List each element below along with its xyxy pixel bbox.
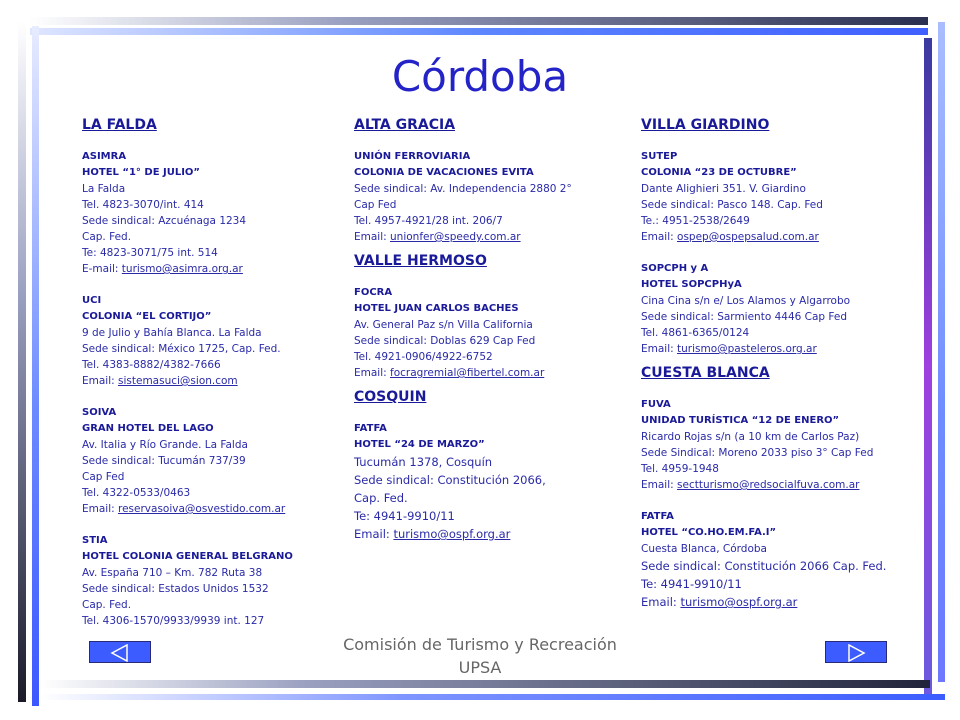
listing-sutep [641,149,901,245]
email-link[interactable]: ospep@ospepsalud.com.ar [677,231,819,243]
address: Sede sindical: México 1725, Cap. Fed. [82,343,281,355]
city: Cap Fed [82,471,125,483]
location: 9 de Julio y Bahía Blanca. La Falda [82,327,262,339]
listing-fatfa-cuesta-blanca [641,509,901,611]
city: Cap. Fed. [82,599,132,611]
hotel-name: COLONIA “EL CORTIJO” [82,311,212,322]
email-line [82,373,332,389]
phone: Tel. 4322-0533/0463 [82,487,191,499]
decorative-bar-bottom [40,680,930,688]
phone: Tel. 4959-1948 [641,463,719,475]
phone: Te.: 4951-2538/2649 [641,215,750,227]
phone: Te: 4941-9910/11 [354,509,455,523]
email-line [641,341,901,357]
previous-slide-button[interactable] [89,641,151,663]
address: Sede sindical: Doblas 629 Cap Fed [354,335,536,347]
email-label: Email: [82,503,119,515]
email-link[interactable]: turismo@ospf.org.ar [393,527,511,541]
email-line [354,229,614,245]
listing-fuva [641,397,901,493]
next-slide-button[interactable] [825,641,887,663]
location: Av. General Paz s/n Villa California [354,319,533,331]
email-label: E-mail: [82,263,122,275]
org-name: SOIVA [82,407,117,418]
phone: Tel. 4383-8882/4382-7666 [82,359,221,371]
email-line [82,261,332,277]
phone: Tel. 4306-1570/9933/9939 int. 127 [82,615,265,627]
hotel-name: COLONIA “23 DE OCTUBRE” [641,167,797,178]
footer-text [300,633,660,679]
city: Cap Fed [354,199,397,211]
hotel-name: HOTEL SOPCPHyA [641,279,742,290]
phone: Te: 4941-9910/11 [641,577,742,591]
email-link[interactable]: sectturismo@redsocialfuva.com.ar [677,479,860,491]
address: Sede sindical: Azcuénaga 1234 [82,215,247,227]
column-la-falda [82,117,332,629]
hotel-name: HOTEL “CO.HO.EM.FA.I” [641,527,777,538]
email-label: Email: [354,527,394,541]
listing-sopcphya [641,261,901,357]
address: Sede sindical: Sarmiento 4446 Cap Fed [641,311,848,323]
phone: Tel. 4861-6365/0124 [641,327,750,339]
email-line [641,593,901,611]
email-label: Email: [354,231,391,243]
email-label: Email: [641,479,678,491]
decorative-bar-bottom-blue [40,694,945,700]
email-label: Email: [641,595,681,609]
email-link[interactable]: turismo@asimra.org.ar [121,263,243,275]
location: Av. España 710 – Km. 782 Ruta 38 [82,567,263,579]
email-label: Email: [641,231,678,243]
left-triangle-icon [109,644,131,662]
hotel-name: COLONIA DE VACACIONES EVITA [354,167,534,178]
decorative-bar-top [30,17,928,25]
location: Av. Italia y Río Grande. La Falda [82,439,248,451]
org-name: FUVA [641,399,671,410]
column-villa-giardino [641,117,901,611]
org-name: STIA [82,535,108,546]
hotel-name: HOTEL JUAN CARLOS BACHES [354,303,519,314]
listing-union-ferroviaria [354,149,614,245]
footer-line-2: UPSA [458,658,502,677]
section-heading-cuesta-blanca: CUESTA BLANCA [641,365,770,381]
email-line [641,229,901,245]
org-name: FATFA [641,511,674,522]
decorative-bar-left-blue [32,26,39,706]
org-name: FATFA [354,423,387,434]
address: Sede Sindical: Moreno 2033 piso 3° Cap Fed [641,447,874,459]
listing-uci [82,293,332,389]
phone: Tel. 4823-3070/int. 414 [82,199,204,211]
listing-fatfa-cosquin [354,421,614,543]
city: Cap. Fed. [354,491,408,505]
listing-stia [82,533,332,629]
email-link[interactable]: sistemasuci@sion.com [118,375,238,387]
listing-asimra [82,149,332,277]
email-link[interactable]: turismo@ospf.org.ar [680,595,798,609]
email-link[interactable]: unionfer@speedy.com.ar [390,231,521,243]
location: Tucumán 1378, Cosquín [354,455,493,469]
org-name: FOCRA [354,287,393,298]
hotel-name: HOTEL “24 DE MARZO” [354,439,485,450]
address: Sede sindical: Tucumán 737/39 [82,455,246,467]
email-line [641,477,901,493]
location: Dante Alighieri 351. V. Giardino [641,183,806,195]
email-label: Email: [641,343,678,355]
address: Sede sindical: Av. Independencia 2880 2° [354,183,572,195]
org-name: UNIÓN FERROVIARIA [354,151,471,162]
decorative-bar-right-blue [938,22,945,682]
address: Sede sindical: Constitución 2066 Cap. Fed. [641,559,887,573]
address: Sede sindical: Estados Unidos 1532 [82,583,269,595]
org-name: SUTEP [641,151,678,162]
location: La Falda [82,183,126,195]
page-title: Córdoba [391,52,569,101]
decorative-bar-right-purple [924,38,932,698]
email-link[interactable]: turismo@pasteleros.org.ar [677,343,817,355]
phone: Tel. 4921-0906/4922-6752 [354,351,493,363]
section-heading-alta-gracia: ALTA GRACIA [354,117,456,133]
hotel-name: HOTEL COLONIA GENERAL BELGRANO [82,551,293,562]
listing-focra [354,285,614,381]
column-alta-gracia [354,117,614,543]
phone: Te: 4823-3071/75 int. 514 [82,247,218,259]
org-name: SOPCPH y A [641,263,709,274]
listing-soiva [82,405,332,517]
email-line [82,501,332,517]
hotel-name: GRAN HOTEL DEL LAGO [82,423,214,434]
section-heading-valle-hermoso: VALLE HERMOSO [354,253,487,269]
org-name: UCI [82,295,102,306]
address: Sede sindical: Pasco 148. Cap. Fed [641,199,823,211]
decorative-bar-left [18,22,26,702]
phone: Tel. 4957-4921/28 int. 206/7 [354,215,503,227]
location: Ricardo Rojas s/n (a 10 km de Carlos Paz) [641,431,860,443]
address: Sede sindical: Constitución 2066, [354,473,546,487]
email-line [354,365,614,381]
decorative-bar-top-blue [30,28,928,35]
footer-line-1: Comisión de Turismo y Recreación [343,635,617,654]
section-heading-villa-giardino: VILLA GIARDINO [641,117,770,133]
email-link[interactable]: reservasoiva@osvestido.com.ar [118,503,286,515]
city: Cap. Fed. [82,231,132,243]
section-heading-cosquin: COSQUIN [354,389,427,405]
org-name: ASIMRA [82,151,127,162]
location: Cina Cina s/n e/ Los Alamos y Algarrobo [641,295,851,307]
location: Cuesta Blanca, Córdoba [641,543,767,555]
right-triangle-icon [845,644,867,662]
email-label: Email: [82,375,119,387]
email-line [354,525,614,543]
email-link[interactable]: focragremial@fibertel.com.ar [390,367,545,379]
email-label: Email: [354,367,391,379]
section-heading-la-falda: LA FALDA [82,117,157,133]
hotel-name: UNIDAD TURÍSTICA “12 DE ENERO” [641,415,840,426]
hotel-name: HOTEL “1° DE JULIO” [82,167,201,178]
